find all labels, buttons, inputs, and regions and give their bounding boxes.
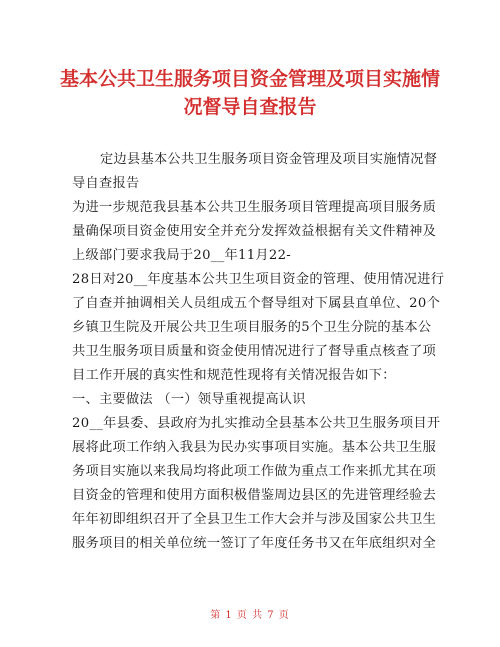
body-line: 为进一步规范我县基本公共卫生服务项目管理提高项目服务质 [72,200,437,215]
body-line: 展将此项工作纳入我县为民办实事项目实施。基本公共卫生服 [72,440,437,455]
body-line: 共卫生服务项目质量和资金使用情况进行了督导重点核查了项 [72,344,437,359]
body-line: 量确保项目资金使用安全并充分发挥效益根据有关文件精神及 [72,224,437,239]
body-line: 上级部门要求我局于20__年11月22- [72,248,292,263]
body-line: 服务项目的相关单位统一签订了年度任务书又在年底组织对全 [72,536,437,551]
body-line: 了自查并抽调相关人员组成五个督导组对下属县直单位、20个 [72,296,441,311]
body-line: 28日对20__年度基本公共卫生项目资金的管理、使用情况进行 [72,272,445,287]
body-line: 务项目实施以来我局均将此项工作做为重点工作来抓尤其在项 [72,464,437,479]
body-line: 导自查报告 [72,176,140,191]
document-title-line-2: 况督导自查报告 [183,96,317,118]
body-line: 目资金的管理和使用方面积极借鉴周边县区的先进管理经验去 [72,488,437,503]
body-line: 定边县基本公共卫生服务项目资金管理及项目实施情况督 [100,152,438,167]
body-line: 年年初即组织召开了全县卫生工作大会并与涉及国家公共卫生 [72,512,437,527]
body-line: 目工作开展的真实性和规范性现将有关情况报告如下： [72,368,396,383]
page-number-footer: 第 1 页 共 7 页 [210,610,290,621]
body-line: 乡镇卫生院及开展公共卫生项目服务的5个卫生分院的基本公 [72,320,432,335]
body-line: 20__年县委、县政府为扎实推动全县基本公共卫生服务项目开 [72,416,441,431]
document-title-line-1: 基本公共卫生服务项目资金管理及项目实施情 [59,68,440,90]
section-heading-line: 一、主要做法 （一）领导重视提高认识 [72,392,306,407]
